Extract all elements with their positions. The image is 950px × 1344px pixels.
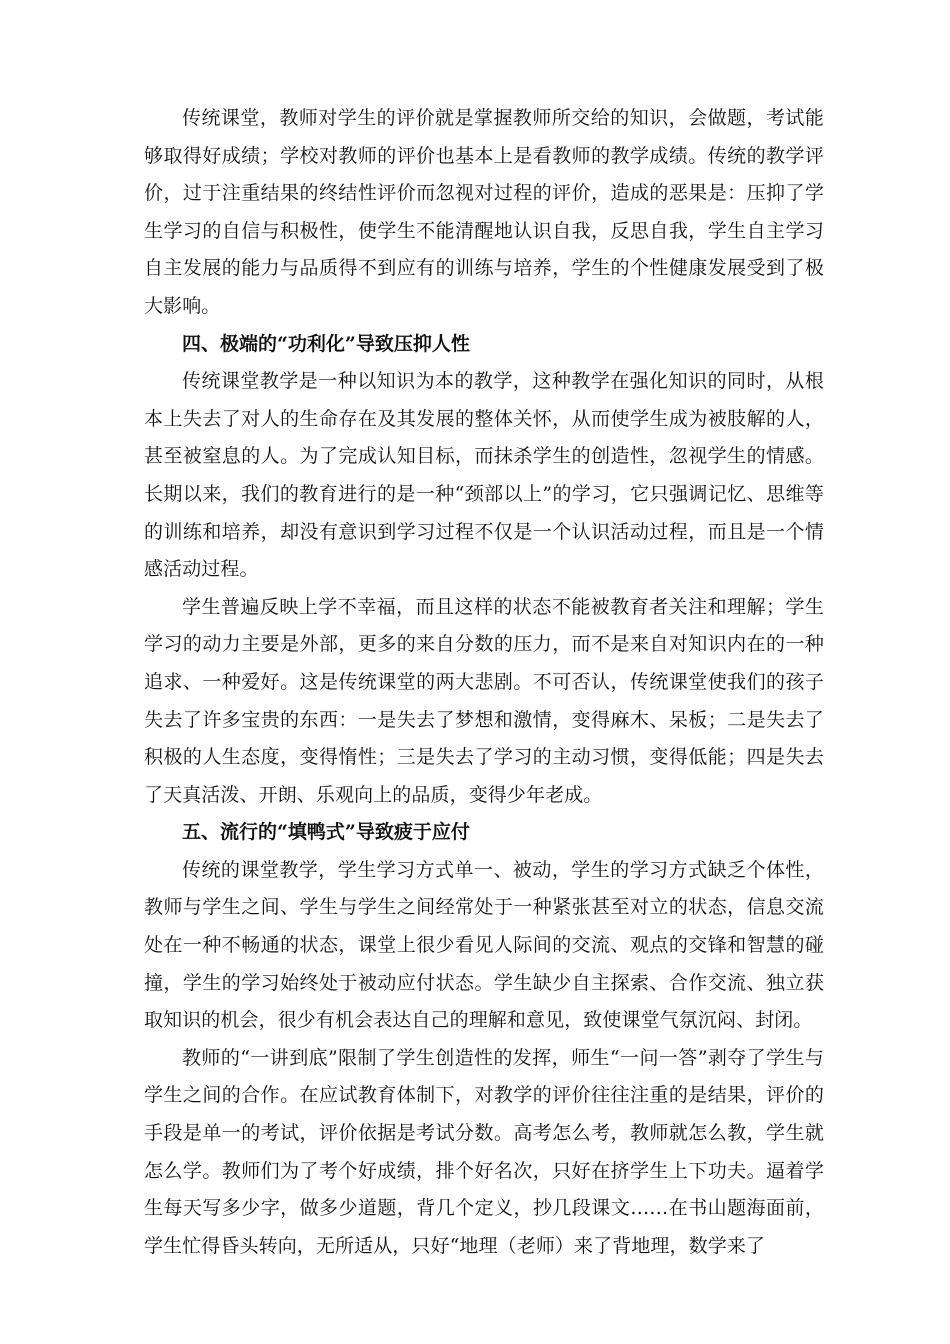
paragraph-evaluation: 传统课堂，教师对学生的评价就是掌握教师所交给的知识，会做题，考试能够取得好成绩；学校对教师的评价也基本上是看教师的教学成绩。传统的教学评价，过于注重结果的终结性评价而忽视对过程的评价，造成的恶果是：压抑了学生学习的自信与积极性，使学生不能清醒地认识自我，反思自我，学生自主学习自主发展的能力与品质得不到应有的训练与培养，学生的个性健康发展受到了极大影响。 — [144, 107, 824, 317]
section-heading-4: 四、极端的“功利化”导致压抑人性 — [182, 332, 470, 355]
document-page — [144, 100, 824, 1265]
paragraph-exam-oriented: 教师的“一讲到底”限制了学生创造性的发挥，师生“一问一答”剥夺了学生与学生之间的合作。在应试教育体制下，对教学的评价往往注重的是结果，评价的手段是单一的考试，评价依据是考试分数。高考怎么考，教师就怎么教，学生就怎么学。教师们为了考个好成绩，排个好名次，只好在挤学生上下功夫。逼着学生每天写多少字，做多少道题，背几个定义，抄几段课文……在书山题海面前，学生忙得昏头转向，无所适从，只好“地理（老师）来了背地理，数学来了 — [144, 1046, 824, 1257]
paragraph-knowledge-teaching: 传统课堂教学是一种以知识为本的教学，这种教学在强化知识的同时，从根本上失去了对人的生命存在及其发展的整体关怀，从而使学生成为被肢解的人，甚至被窒息的人。为了完成认知目标，而抹杀学生的创造性，忽视学生的情感。长期以来，我们的教育进行的是一种“颈部以上”的学习，它只强调记忆、思维等的训练和培养，却没有意识到学习过程不仅是一个认识活动过程，而且是一个情感活动过程。 — [144, 370, 824, 581]
paragraph-passive-learning: 传统的课堂教学，学生学习方式单一、被动，学生的学习方式缺乏个体性，教师与学生之间、学生与学生之间经常处于一种紧张甚至对立的状态，信息交流处在一种不畅通的状态，课堂上很少看见人际间的交流、观点的交锋和智慧的碰撞，学生的学习始终处于被动应付状态。学生缺少自主探索、合作交流、独立获取知识的机会，很少有机会表达自己的理解和意见，致使课堂气氛沉闷、封闭。 — [144, 858, 824, 1032]
section-heading-5: 五、流行的“填鸭式”导致疲于应付 — [182, 821, 470, 844]
paragraph-student-unhappiness: 学生普遍反映上学不幸福，而且这样的状态不能被教育者关注和理解；学生学习的动力主要是外部，更多的来自分数的压力，而不是来自对知识内在的一种追求、一种爱好。这是传统课堂的两大悲剧。不可否认，传统课堂使我们的孩子失去了许多宝贵的东西：一是失去了梦想和激情，变得麻木、呆板；二是失去了积极的人生态度，变得惰性；三是失去了学习的主动习惯，变得低能；四是失去了天真活泼、开朗、乐观向上的品质，变得少年老成。 — [144, 595, 824, 806]
